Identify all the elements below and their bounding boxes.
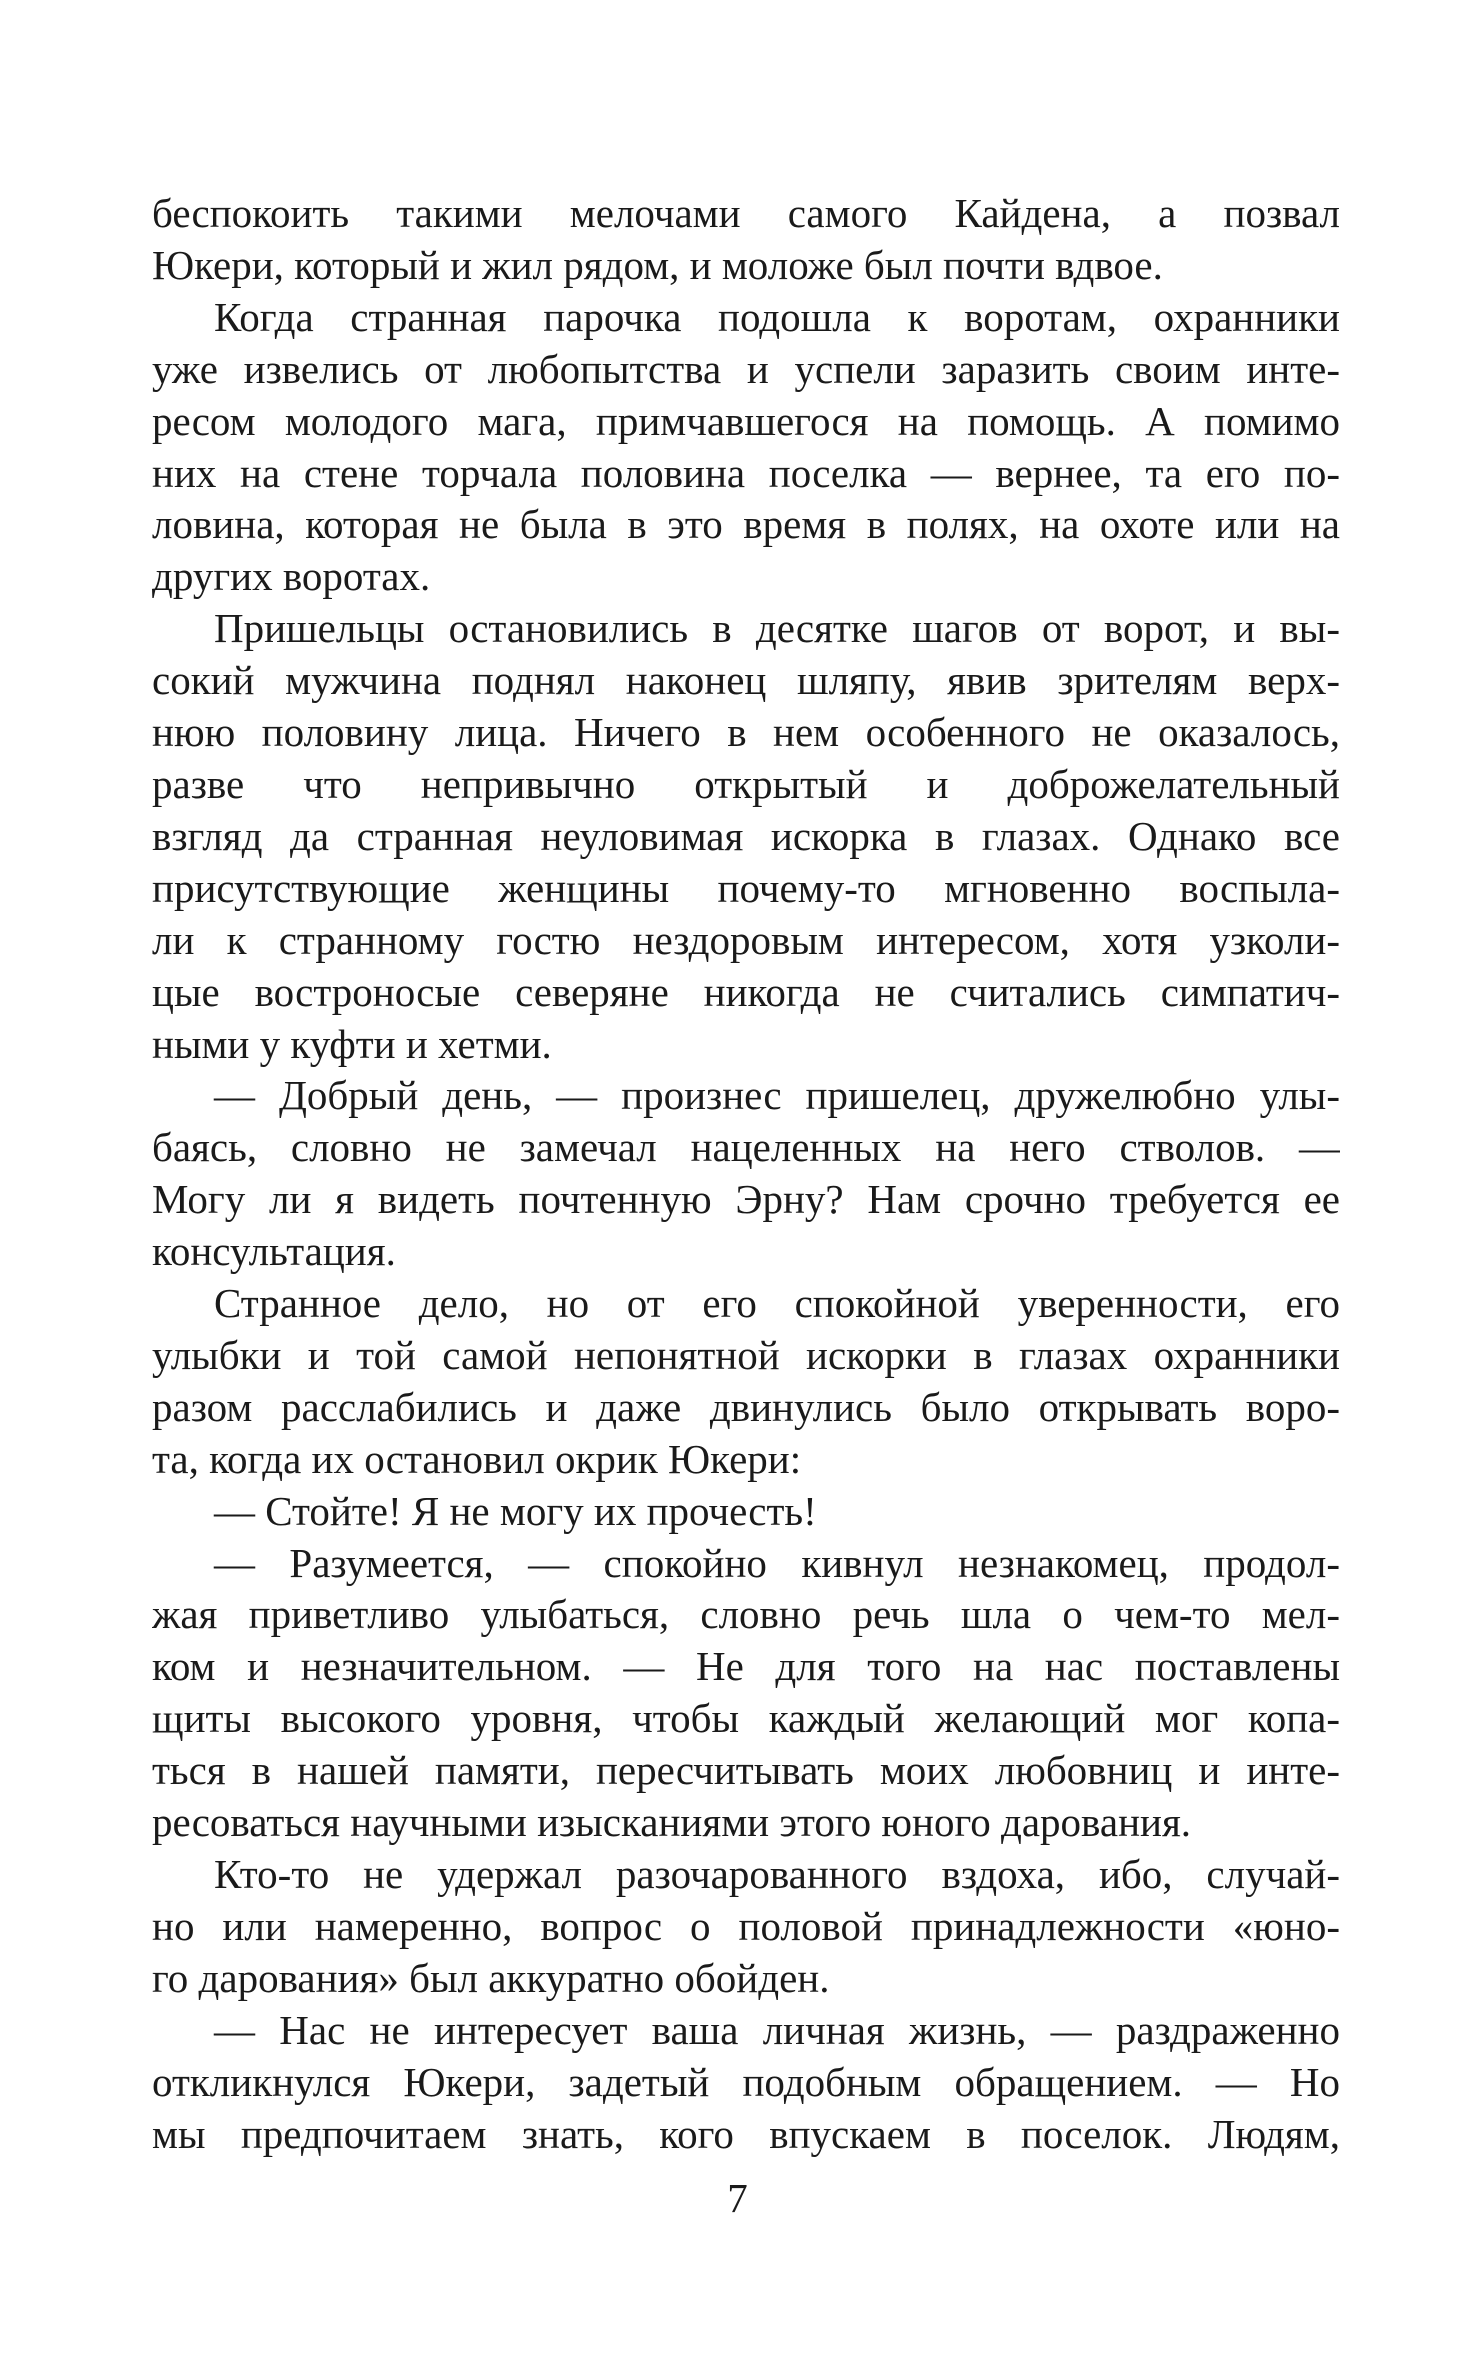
text-line: других воротах.	[152, 553, 431, 600]
text-line: Кто-то не удержал разочарованного вздоха, ибо, случай-	[214, 1851, 1340, 1897]
text-line: разом расслабились и даже двинулись было открывать воро-	[152, 1383, 1340, 1430]
text-line: них на стене торчала половина поселка — вернее, та его по-	[152, 449, 1340, 496]
text-line: — Стойте! Я не могу их прочесть!	[214, 1487, 817, 1534]
page-number: 7	[727, 2175, 748, 2221]
text-line: жая приветливо улыбаться, словно речь шла о чем-то мел-	[152, 1591, 1340, 1638]
text-line: — Нас не интересует ваша личная жизнь, — раздраженно	[214, 2006, 1340, 2053]
text-line: ком и незначительном. — Не для того на нас поставлены	[152, 1643, 1340, 1690]
text-line: ресоваться научными изысканиями этого юного дарования.	[152, 1799, 1192, 1846]
text-line: щиты высокого уровня, чтобы каждый желающий мог копа-	[152, 1695, 1340, 1742]
text-line: присутствующие женщины почему-то мгновенно воспыла-	[152, 864, 1340, 911]
text-line: го дарования» был аккуратно обойден.	[152, 1954, 830, 2001]
text-line: сокий мужчина поднял наконец шляпу, явив зрителям верх-	[152, 657, 1340, 704]
text-line: консультация.	[152, 1228, 396, 1275]
text-line: ловина, которая не была в это время в полях, на охоте или на	[152, 501, 1340, 548]
text-line: цые востроносые северяне никогда не считались симпатич-	[152, 968, 1340, 1015]
text-line: Когда странная парочка подошла к воротам, охранники	[214, 293, 1340, 340]
text-line: Могу ли я видеть почтенную Эрну? Нам срочно требуется ее	[152, 1176, 1340, 1223]
text-line: улыбки и той самой непонятной искорки в глазах охранники	[152, 1331, 1340, 1378]
text-line: Юкери, который и жил рядом, и моложе был почти вдвое.	[152, 241, 1163, 288]
text-line: ными у куфти и хетми.	[152, 1020, 552, 1067]
text-line: взгляд да странная неуловимая искорка в глазах. Однако все	[152, 812, 1340, 859]
text-line: та, когда их остановил окрик Юкери:	[152, 1435, 802, 1482]
text-line: мы предпочитаем знать, кого впускаем в поселок. Людям,	[152, 2110, 1340, 2157]
text-line: нюю половину лица. Ничего в нем особенного не оказалось,	[152, 709, 1340, 756]
text-line: ресом молодого мага, примчавшегося на помощь. А помимо	[152, 397, 1340, 444]
text-line: разве что непривычно открытый и доброжелательный	[152, 760, 1340, 807]
text-line: — Добрый день, — произнес пришелец, дружелюбно улы-	[214, 1072, 1340, 1119]
text-line: ться в нашей памяти, пересчитывать моих любовниц и инте-	[152, 1747, 1340, 1794]
text-line: баясь, словно не замечал нацеленных на него стволов. —	[152, 1124, 1340, 1171]
text-line: но или намеренно, вопрос о половой принадлежности «юно-	[152, 1902, 1340, 1949]
text-line: Пришельцы остановились в десятке шагов от ворот, и вы-	[214, 605, 1340, 652]
body-text	[152, 188, 1340, 2160]
text-line: откликнулся Юкери, задетый подобным обращением. — Но	[152, 2058, 1340, 2105]
text-line: уже извелись от любопытства и успели заразить своим инте-	[152, 345, 1340, 392]
text-line: ли к странному гостю нездоровым интересом, хотя узколи-	[152, 916, 1340, 963]
text-line: — Разумеется, — спокойно кивнул незнакомец, продол-	[214, 1539, 1340, 1586]
text-line: Странное дело, но от его спокойной уверенности, его	[214, 1280, 1340, 1327]
text-line: беспокоить такими мелочами самого Кайдена, а позвал	[152, 190, 1340, 236]
